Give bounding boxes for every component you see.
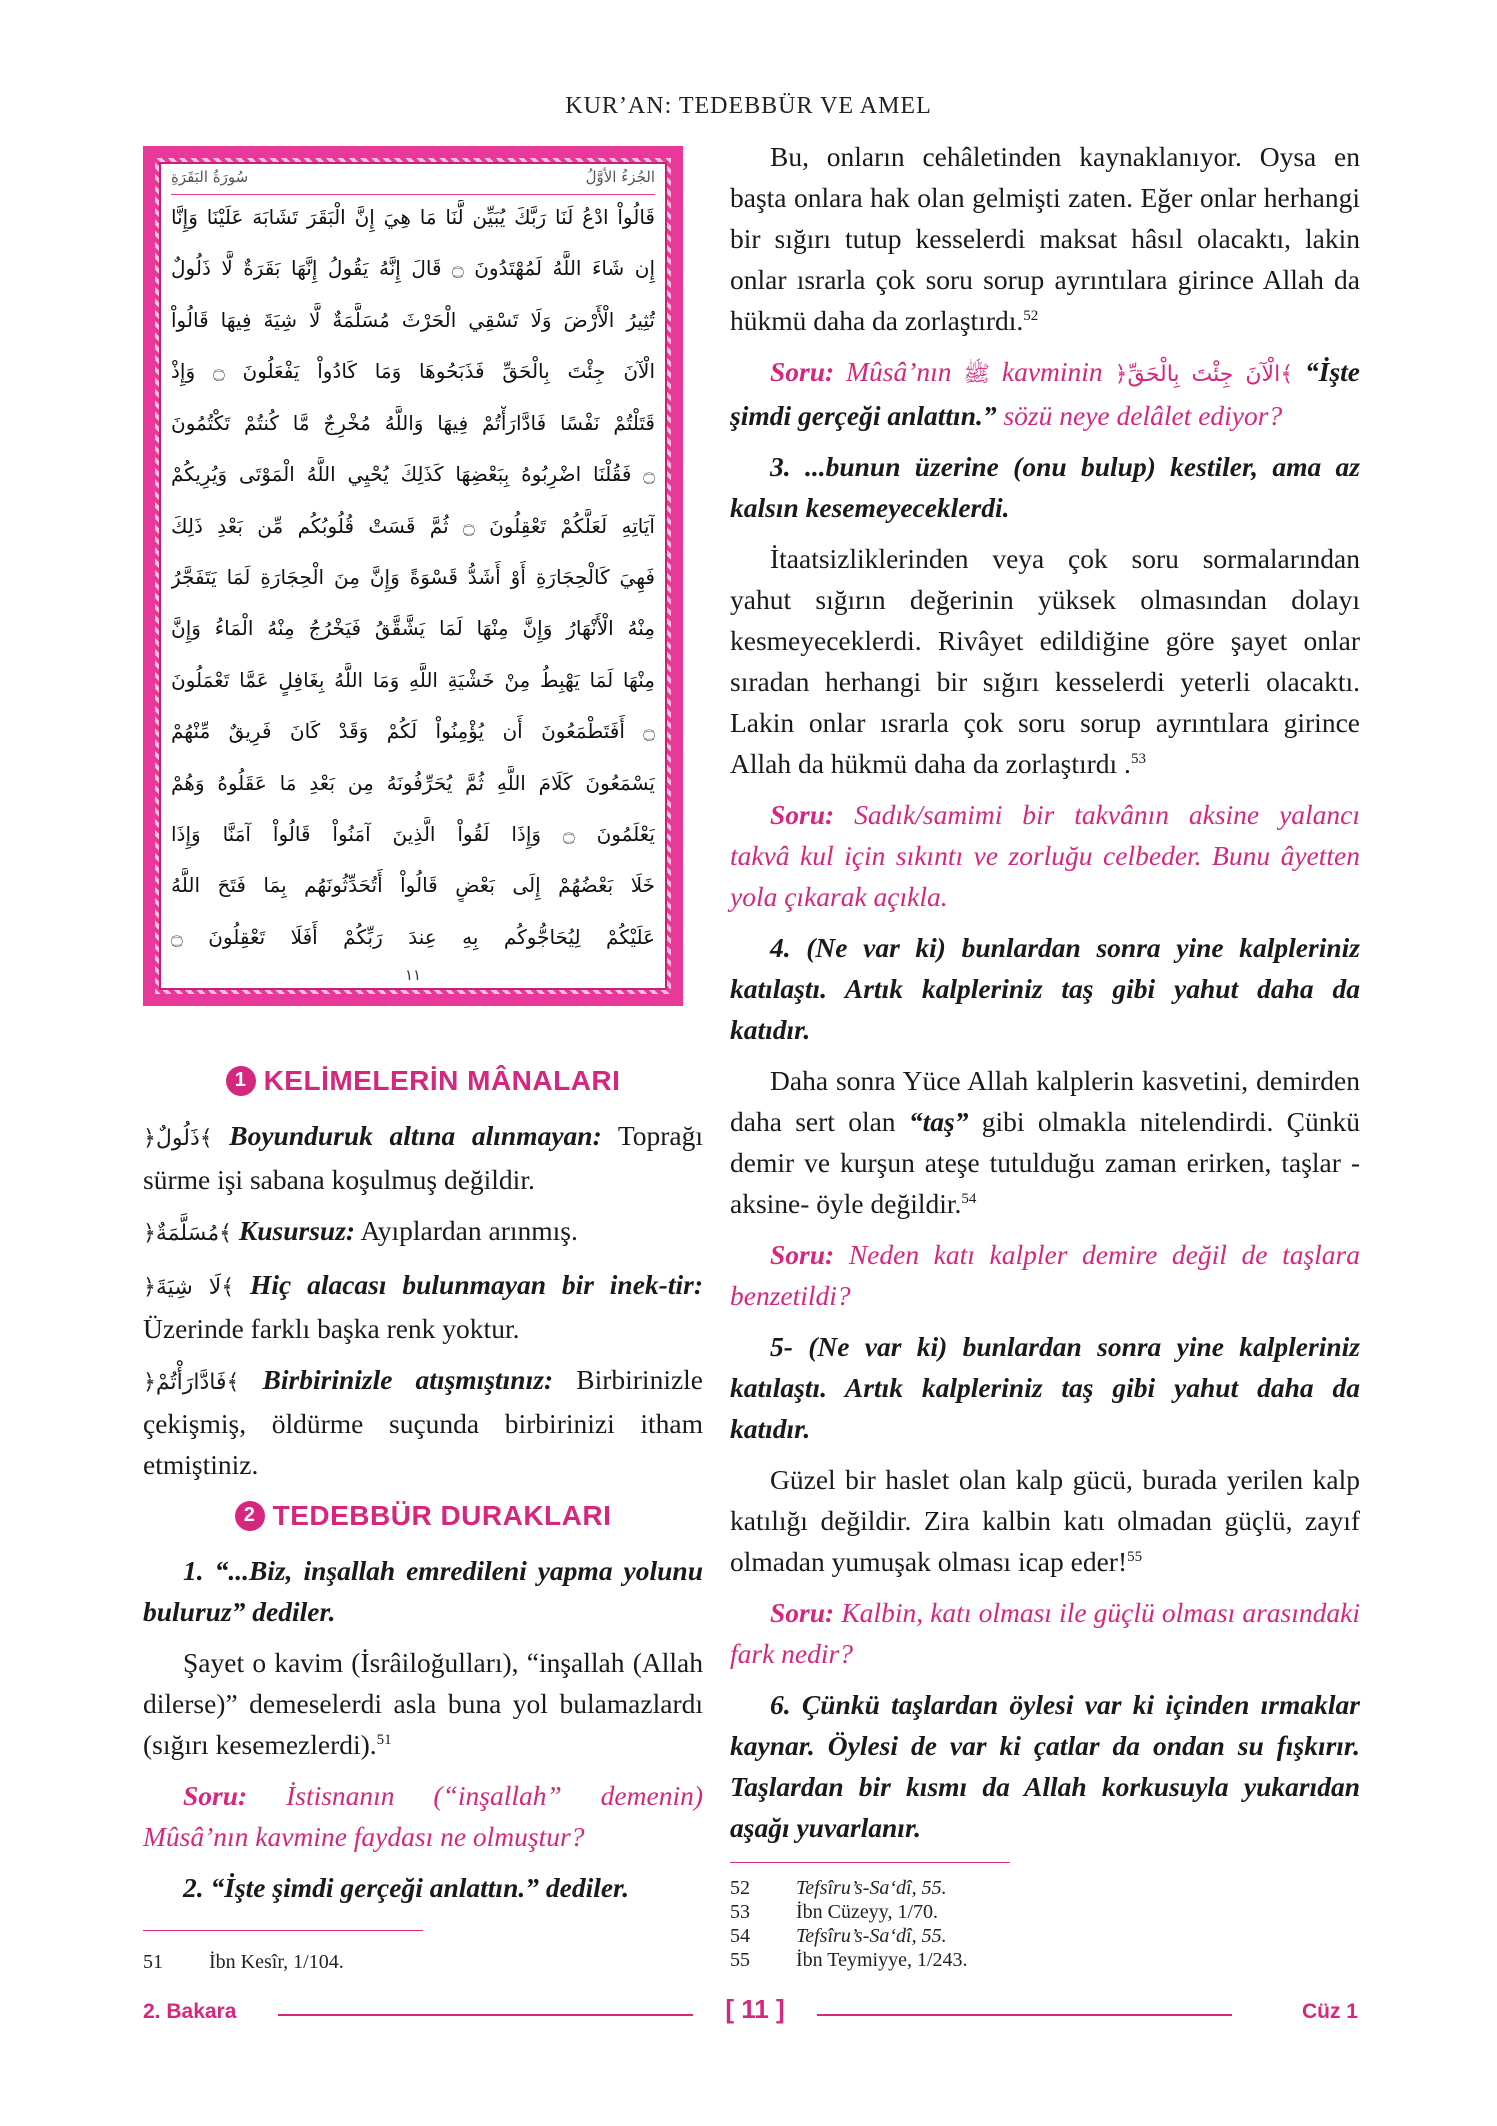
commentary-paragraph: İtaatsizliklerinden veya çok soru sormalarından yahut sığırın değerinin yüksek olmasından dolayı kesmeyeceklerdi. Rivâyet edildiğine göre şayet onlar sıradan herhangi bir sığırı kesselerdi yeterli olacaktı. Lakin onlar ısrarla çok soru sorup ayrıntılara girince Allah da hükmü daha da zorlaştırdı .$^{53}$ <box>730 543 1360 779</box>
mushaf-line: إِن شَاءَ اللَّهُ لَمُهْتَدُونَ ۝ قَالَ إِنَّهُ يَقُولُ إِنَّهَا بَقَرَةٌ لَّا ذَلُولٌ <box>171 256 655 281</box>
mushaf-line: ۝ أَفَتَطْمَعُونَ أَن يُؤْمِنُواْ لَكُمْ وَقَدْ كَانَ فَرِيقٌ مِّنْهُمْ <box>171 719 655 744</box>
mushaf-line: آيَاتِهِ لَعَلَّكُمْ تَعْقِلُونَ ۝ ثُمَّ قَسَتْ قُلُوبُكُم مِّن بَعْدِ ذَلِكَ <box>171 513 655 538</box>
footnote: 52 Tefsîru’s-Sa‘dî, 55. <box>730 1877 947 1899</box>
arabic-quote: ﴿الْآنَ جِئْتَ بِالْحَقِّ﴾ <box>1114 362 1294 387</box>
section-title: TEDEBBÜR DURAKLARI <box>272 1500 612 1531</box>
mushaf-page-frame <box>143 146 683 1006</box>
term-label: Birbirinizle atışmıştınız: <box>262 1364 554 1395</box>
arabic-term: ﴿فَادَّارَأْتُمْ﴾ <box>143 1370 240 1395</box>
mushaf-page <box>159 162 667 990</box>
juz-label: الجُزءُ الأوَّلُ <box>585 168 655 186</box>
term-definition: Üzerinde farklı başka renk yoktur. <box>143 1313 520 1344</box>
footer-rule <box>278 2014 693 2016</box>
footer-page-number: [ 11 ] <box>725 1994 785 2024</box>
verse-excerpt: 2. “İşte şimdi gerçeği anlattın.” dediler. <box>183 1872 630 1903</box>
term-label: Boyunduruk altına alınmayan: <box>229 1120 602 1151</box>
page-footer <box>143 1994 1358 2030</box>
mushaf-line: تُثِيرُ الْأَرْضَ وَلَا تَسْقِي الْحَرْثَ مُسَلَّمَةٌ لَّا شِيَةَ فِيهَا قَالُواْ <box>171 307 655 332</box>
question: Soru: Mûsâ’nın ﷺ kavminin ﴿الْآنَ جِئْتَ بِالْحَقِّ﴾ “İşte şimdi gerçeği anlattın.” sözü neye delâlet ediyor? <box>730 356 1360 431</box>
question-label: Soru: <box>770 799 835 830</box>
mushaf-line: يَسْمَعُونَ كَلَامَ اللَّهِ ثُمَّ يُحَرِّفُونَهُ مِن بَعْدِ مَا عَقَلُوهُ وَهُمْ <box>171 770 655 795</box>
word-entry <box>143 1210 703 1254</box>
section-heading-tedebbur <box>143 1495 703 1536</box>
term-label: Hiç alacası bulunmayan bir inek-tir: <box>250 1269 703 1300</box>
footnote-rule <box>143 1930 423 1931</box>
mushaf-line: ۝ فَقُلْنَا اضْرِبُوهُ بِبَعْضِهَا كَذَلِكَ يُحْيِي اللَّهُ الْمَوْتَى وَيُرِيكُمْ <box>171 462 655 487</box>
mushaf-line: قَالُواْ ادْعُ لَنَا رَبَّكَ يُبَيِّن لَّنَا مَا هِيَ إِنَّ الْبَقَرَ تَشَابَهَ عَلَيْنَا وَإِنَّا <box>171 205 655 229</box>
arabic-term: ﴿لَا شِيَةَ﴾ <box>143 1275 235 1300</box>
footnote-ref: 55 <box>1127 1548 1143 1565</box>
footnote-ref: 51 <box>376 1731 392 1748</box>
arabic-term: ﴿ذَلُولٌ﴾ <box>143 1126 213 1151</box>
mushaf-line: مِنْهُ الْأَنْهَارُ وَإِنَّ مِنْهَا لَمَا يَشَّقَّقُ فَيَخْرُجُ مِنْهُ الْمَاءُ وَإِنَّ <box>171 616 655 641</box>
footer-surah: 2. Bakara <box>143 2000 237 2023</box>
verse-excerpt: 4. (Ne var ki) bunlardan sonra yine kalpleriniz katılaştı. Artık kalpleriniz taş gibi yahut daha da katıdır. <box>730 932 1360 1045</box>
mushaf-lines <box>171 200 655 954</box>
term-definition: Ayıplardan arınmış. <box>360 1215 578 1246</box>
footnotes-left <box>143 1950 344 1974</box>
running-head: KUR’AN: TEDEBBÜR VE AMEL <box>565 93 932 119</box>
section-number-badge: 2 <box>235 1501 265 1531</box>
right-column <box>730 136 1360 1858</box>
verse-excerpt: 6. Çünkü taşlardan öylesi var ki içinden ırmaklar kaynar. Öylesi de var ki çatlar da ondan su fışkırır. Taşlardan bir kısmı da Allah korkusuyla yukarıdan aşağı yuvarlanır. <box>730 1689 1360 1843</box>
question-label: Soru: <box>770 1239 835 1270</box>
mushaf-line: يَعْلَمُونَ ۝ وَإِذَا لَقُواْ الَّذِينَ آمَنُواْ قَالُواْ آمَنَّا وَإِذَا <box>171 822 655 847</box>
term-definition: Birbirinizle çekişmiş, öldürme suçunda birbirinizi itham etmiştiniz. <box>143 1364 704 1480</box>
surah-label: سُورَةُ البَقَرَةِ <box>171 168 249 186</box>
mushaf-line: فَهِيَ كَالْحِجَارَةِ أَوْ أَشَدُّ قَسْوَةً وَإِنَّ مِنَ الْحِجَارَةِ لَمَا يَتَفَجَّرُ <box>171 564 655 589</box>
verse-excerpt: 3. ...bunun üzerine (onu bulup) kestiler, ama az kalsın kesemeyeceklerdi. <box>730 451 1360 523</box>
mushaf-line: قَتَلْتُمْ نَفْسًا فَادَّارَأْتُمْ فِيهَا وَاللَّهُ مُخْرِجٌ مَّا كُنتُمْ تَكْتُمُونَ <box>171 410 655 435</box>
commentary-paragraph: Daha sonra Yüce Allah kalplerin kasvetini, demirden daha sert olan “taş” gibi olmakla nitelendirdi. Çünkü demir ve kurşun ateşe tutulduğu zaman erirken, taşlar -aksine- öyle değildir.$^{54}$ <box>730 1065 1360 1219</box>
footnote-ref: 52 <box>1023 307 1039 324</box>
footnotes-right <box>730 1876 968 1972</box>
footnote-rule <box>730 1862 1010 1863</box>
footnote: 53 İbn Cüzeyy, 1/70. <box>730 1901 939 1923</box>
arabic-term: ﴿مُسَلَّمَةٌ﴾ <box>143 1221 232 1246</box>
term-label: Kusursuz: <box>238 1215 356 1246</box>
mushaf-line: خَلَا بَعْضُهُمْ إِلَى بَعْضٍ قَالُواْ أَتُحَدِّثُونَهُم بِمَا فَتَحَ اللَّهُ <box>171 873 655 898</box>
footer-rule <box>817 2014 1232 2016</box>
question-label: Soru: <box>770 1597 835 1628</box>
mushaf-line: مِنْهَا لَمَا يَهْبِطُ مِنْ خَشْيَةِ اللَّهِ وَمَا اللَّهُ بِغَافِلٍ عَمَّا تَعْمَلُونَ <box>171 667 655 692</box>
footer-juz: Cüz 1 <box>1301 2000 1358 2023</box>
mushaf-header <box>171 168 655 195</box>
footnote-ref: 53 <box>1130 750 1146 767</box>
commentary-paragraph: Bu, onların cehâletinden kaynaklanıyor. Oysa en başta onlara hak olan gelmişti zaten. Eğer onlar herhangi bir sığırı tutup kesselerdi maksat hâsıl olacaktı, lakin onlar ısrarla çok soru sorup ayrıntılara girince Allah da hükmü daha da zorlaştırdı.$^{52}$ <box>730 141 1360 336</box>
section-number-badge: 1 <box>226 1066 256 1096</box>
question-label: Soru: <box>770 356 835 387</box>
mushaf-page-number: ١١ <box>404 966 422 984</box>
section-title: KELİMELERİN MÂNALARI <box>263 1065 621 1096</box>
footnote: 55 İbn Teymiyye, 1/243. <box>730 1949 968 1971</box>
term-definition: Toprağı sürme işi sabana koşulmuş değildir. <box>143 1120 703 1195</box>
mushaf-line: عَلَيْكُمْ لِيُحَاجُّوكُم بِهِ عِندَ رَبِّكُمْ أَفَلَا تَعْقِلُونَ ۝ <box>171 924 655 949</box>
verse-excerpt: 5- (Ne var ki) bunlardan sonra yine kalpleriniz katılaştı. Artık kalpleriniz taş gibi yahut daha da katıdır. <box>730 1331 1360 1444</box>
footnote: 51 İbn Kesîr, 1/104. <box>143 1951 344 1973</box>
question: Soru: Neden katı kalpler demire değil de taşlara benzetildi? <box>730 1239 1361 1311</box>
footnote: 54 Tefsîru’s-Sa‘dî, 55. <box>730 1925 947 1947</box>
commentary-paragraph: Şayet o kavim (İsrâiloğulları), “inşallah (Allah dilerse)” demeselerdi asla buna yol bulamazlardı (sığırı kesemezlerdi).$^{51}$ <box>143 1647 703 1760</box>
question: Soru: Sadık/samimi bir takvânın aksine yalancı takvâ kul için sıkıntı ve zorluğu celbeder. Bunu âyetten yola çıkarak açıkla. <box>730 799 1361 912</box>
footnote-ref: 54 <box>961 1190 977 1207</box>
verse-excerpt: 1. “...Biz, inşallah emredileni yapma yolunu buluruz” dediler. <box>143 1555 703 1627</box>
word-entry <box>143 1264 703 1349</box>
question-label: Soru: <box>183 1780 248 1811</box>
word-entry <box>143 1359 703 1485</box>
left-column <box>143 1060 703 1918</box>
question: Soru: Kalbin, katı olması ile güçlü olması arasındaki fark nedir? <box>730 1597 1360 1669</box>
word-entry <box>143 1115 703 1200</box>
mushaf-line: الْآنَ جِئْتَ بِالْحَقِّ فَذَبَحُوهَا وَمَا كَادُواْ يَفْعَلُونَ ۝ وَإِذْ <box>171 359 655 384</box>
question: Soru: İstisnanın (“inşallah” demenin) Mûsâ’nın kavmine faydası ne olmuştur? <box>143 1780 703 1852</box>
section-heading-meanings <box>143 1060 703 1101</box>
commentary-paragraph: Güzel bir haslet olan kalp gücü, burada yerilen kalp katılığı değildir. Zira kalbin katı olmadan güçlü, zayıf olmadan yumuşak olması icap eder!$^{55}$ <box>730 1464 1360 1577</box>
